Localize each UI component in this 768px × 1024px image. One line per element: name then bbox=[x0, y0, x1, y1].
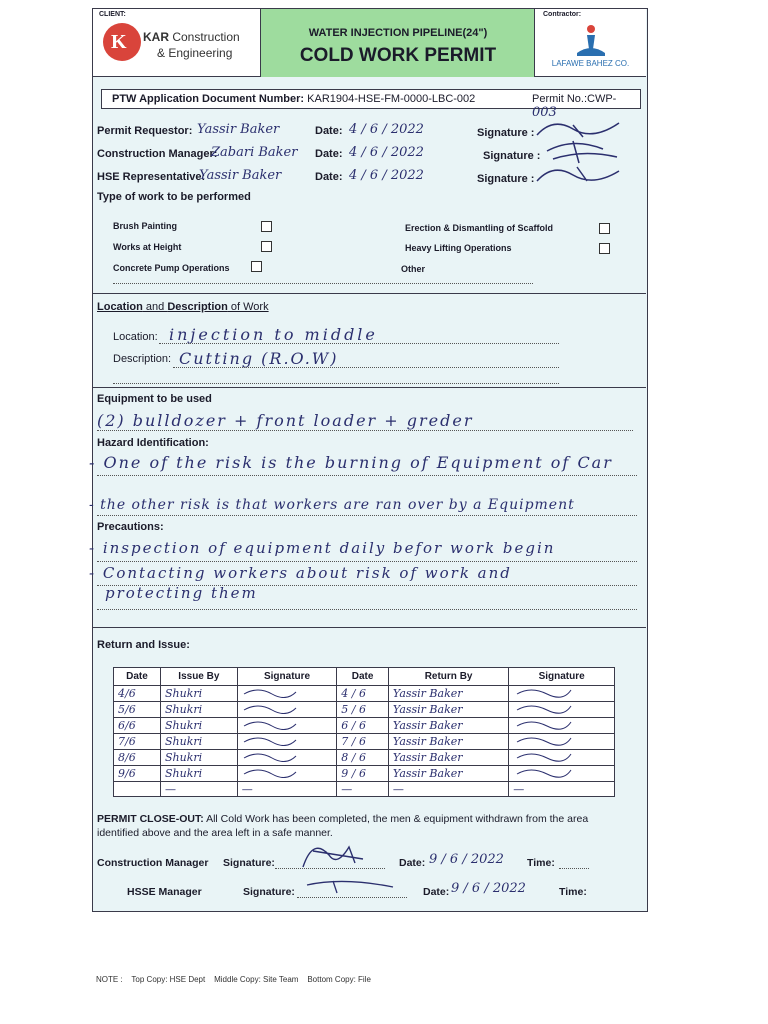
hazard-line-1: - One of the risk is the burning of Equipment of Car bbox=[89, 453, 613, 472]
section-divider bbox=[93, 293, 646, 294]
cm-time-line bbox=[559, 868, 589, 869]
work-type-works-at-height: Works at Height bbox=[113, 242, 182, 252]
cell-signature bbox=[237, 766, 337, 782]
return-issue-heading: Return and Issue: bbox=[97, 639, 190, 651]
cell-date-return: 9 / 6 bbox=[337, 766, 389, 782]
contractor-logo-icon bbox=[573, 23, 609, 57]
permit-requestor-date-label: Date: bbox=[315, 125, 343, 137]
cell-date: 5/6 bbox=[114, 702, 161, 718]
client-logo-mark: K bbox=[111, 31, 127, 53]
hsse-signature bbox=[303, 875, 403, 897]
hse-representative-signature bbox=[533, 161, 623, 187]
cell-return-by: Yassir Baker bbox=[388, 750, 508, 766]
work-type-heading: Type of work to be performed bbox=[97, 191, 251, 203]
hse-representative-name: Yassir Baker bbox=[199, 168, 282, 183]
hsse-signature-line bbox=[297, 897, 407, 898]
cm-closeout-label: Construction Manager bbox=[97, 857, 209, 869]
hse-representative-signature-label: Signature : bbox=[477, 173, 535, 185]
cell-issue-by: Shukri bbox=[160, 718, 237, 734]
hsse-closeout-label: HSSE Manager bbox=[127, 886, 202, 898]
cold-work-permit-form bbox=[89, 8, 648, 912]
contractor-name: LAFAWE BAHEZ CO. bbox=[551, 59, 630, 68]
dotted-line bbox=[113, 383, 559, 384]
permit-requestor-name: Yassir Baker bbox=[197, 122, 280, 137]
table-row bbox=[114, 718, 615, 734]
signature-scribble-icon bbox=[242, 718, 298, 730]
col-date-return: Date bbox=[337, 668, 389, 686]
permit-requestor-signature-label: Signature : bbox=[477, 127, 535, 139]
form-header bbox=[93, 9, 646, 77]
signature-scribble-icon bbox=[242, 702, 298, 714]
cell-date-return: 4 / 6 bbox=[337, 686, 389, 702]
work-type-concrete-pump: Concrete Pump Operations bbox=[113, 263, 230, 273]
cm-signature bbox=[293, 837, 373, 871]
cell-return-by: — bbox=[388, 782, 508, 797]
precautions-line-1: - inspection of equipment daily befor work begin bbox=[89, 539, 556, 557]
cell-date: 7/6 bbox=[114, 734, 161, 750]
cell-date-return: 7 / 6 bbox=[337, 734, 389, 750]
closeout-text-1: All Cold Work has been completed, the men & equipment withdrawn from the area bbox=[203, 813, 589, 825]
table-row bbox=[114, 750, 615, 766]
equipment-heading: Equipment to be used bbox=[97, 393, 212, 405]
cell-signature bbox=[237, 734, 337, 750]
dotted-line bbox=[97, 475, 637, 476]
description-value: Cutting (R.O.W) bbox=[179, 349, 339, 368]
section-divider bbox=[93, 387, 646, 388]
cell-date: 6/6 bbox=[114, 718, 161, 734]
cell-return-by: Yassir Baker bbox=[388, 702, 508, 718]
cell-signature bbox=[237, 686, 337, 702]
cell-issue-by: Shukri bbox=[160, 766, 237, 782]
heavy-lifting-checkbox[interactable] bbox=[599, 243, 610, 254]
closeout-text-2: identified above and the area left in a safe manner. bbox=[97, 827, 333, 839]
equipment-value: (2) bulldozer + front loader + greder bbox=[97, 411, 474, 430]
copy-distribution-note: NOTE : Top Copy: HSE Dept Middle Copy: Site Team Bottom Copy: File bbox=[96, 975, 371, 984]
cell-return-by: Yassir Baker bbox=[388, 718, 508, 734]
cell-signature bbox=[237, 750, 337, 766]
client-name-kar: KAR bbox=[143, 30, 169, 44]
location-heading-b: Description bbox=[167, 301, 228, 313]
signature-scribble-icon bbox=[242, 766, 298, 778]
construction-manager-date: 4 / 6 / 2022 bbox=[349, 145, 424, 160]
cell-return-by: Yassir Baker bbox=[388, 734, 508, 750]
cell-signature bbox=[237, 702, 337, 718]
construction-manager-signature-label: Signature : bbox=[483, 150, 541, 162]
closeout-heading: PERMIT CLOSE-OUT: bbox=[97, 813, 204, 825]
construction-manager-label: Construction Manager: bbox=[97, 148, 218, 160]
cell-issue-by: Shukri bbox=[160, 750, 237, 766]
section-divider bbox=[93, 627, 646, 628]
brush-painting-checkbox[interactable] bbox=[261, 221, 272, 232]
hse-representative-date-label: Date: bbox=[315, 171, 343, 183]
cell-signature-return bbox=[509, 686, 615, 702]
precautions-line-3: protecting them bbox=[105, 584, 258, 602]
cm-time-label: Time: bbox=[527, 857, 555, 869]
signature-scribble-icon bbox=[242, 686, 298, 698]
cell-issue-by: Shukri bbox=[160, 686, 237, 702]
concrete-pump-checkbox[interactable] bbox=[251, 261, 262, 272]
client-name bbox=[143, 29, 240, 61]
col-issue-by: Issue By bbox=[160, 668, 237, 686]
location-heading bbox=[97, 301, 269, 313]
precautions-line-2: - Contacting workers about risk of work and bbox=[89, 564, 512, 582]
table-row bbox=[114, 766, 615, 782]
cell-date-return: 6 / 6 bbox=[337, 718, 389, 734]
form-subtitle: WATER INJECTION PIPELINE(24") bbox=[308, 27, 488, 39]
signature-scribble-icon bbox=[513, 686, 573, 698]
scaffold-checkbox[interactable] bbox=[599, 223, 610, 234]
permit-number-value: 003 bbox=[532, 105, 557, 120]
cell-date: 4/6 bbox=[114, 686, 161, 702]
signature-scribble-icon bbox=[513, 702, 573, 714]
cm-date-label: Date: bbox=[399, 857, 426, 869]
cell-date: 9/6 bbox=[114, 766, 161, 782]
col-return-by: Return By bbox=[388, 668, 508, 686]
work-type-brush-painting: Brush Painting bbox=[113, 221, 178, 231]
closeout-text bbox=[97, 812, 643, 840]
cm-signature-label: Signature: bbox=[223, 857, 275, 869]
cell-date bbox=[114, 782, 161, 797]
location-heading-a: Location bbox=[97, 301, 143, 313]
client-box bbox=[93, 9, 261, 77]
table-row bbox=[114, 734, 615, 750]
contractor-label: Contractor: bbox=[543, 11, 582, 18]
form-title: COLD WORK PERMIT bbox=[299, 45, 497, 66]
cell-signature-return bbox=[509, 734, 615, 750]
cell-signature bbox=[237, 718, 337, 734]
location-heading-c: of Work bbox=[227, 301, 269, 313]
location-dotted-line bbox=[159, 343, 559, 344]
cell-signature-return bbox=[509, 766, 615, 782]
cell-date-return: 5 / 6 bbox=[337, 702, 389, 718]
permit-number-label: Permit No.:CWP- bbox=[532, 93, 617, 105]
dotted-line bbox=[113, 283, 533, 284]
cell-return-by: Yassir Baker bbox=[388, 686, 508, 702]
cell-date-return: — bbox=[337, 782, 389, 797]
table-header-row bbox=[114, 668, 615, 686]
description-dotted-line bbox=[173, 367, 559, 368]
location-heading-and: and bbox=[142, 301, 168, 313]
cell-issue-by: — bbox=[160, 782, 237, 797]
cell-signature-return bbox=[509, 718, 615, 734]
hse-representative-label: HSE Representative: bbox=[97, 171, 206, 183]
cell-signature: — bbox=[237, 782, 337, 797]
hazard-line-2: - the other risk is that workers are ran over by a Equipment bbox=[89, 497, 575, 513]
signature-scribble-icon bbox=[513, 718, 573, 730]
table-row bbox=[114, 702, 615, 718]
cell-return-by: Yassir Baker bbox=[388, 766, 508, 782]
hsse-date-label: Date: bbox=[423, 886, 450, 898]
client-name-engineering: & Engineering bbox=[157, 46, 233, 60]
construction-manager-name: Zabari Baker bbox=[211, 145, 298, 160]
ptw-document-number bbox=[112, 93, 475, 105]
hsse-time-label: Time: bbox=[559, 886, 587, 898]
table-row bbox=[114, 686, 615, 702]
cell-issue-by: Shukri bbox=[160, 734, 237, 750]
work-type-scaffold: Erection & Dismantling of Scaffold bbox=[405, 223, 554, 233]
signature-scribble-icon bbox=[513, 750, 573, 762]
dotted-line bbox=[97, 561, 637, 562]
cell-signature-return: — bbox=[509, 782, 615, 797]
hse-representative-date: 4 / 6 / 2022 bbox=[349, 168, 424, 183]
col-date: Date bbox=[114, 668, 161, 686]
signature-scribble-icon bbox=[242, 750, 298, 762]
title-box bbox=[261, 9, 535, 77]
col-signature: Signature bbox=[237, 668, 337, 686]
dotted-line bbox=[97, 430, 633, 431]
col-signature-return: Signature bbox=[509, 668, 615, 686]
ptw-document-label: PTW Application Document Number: bbox=[112, 93, 305, 105]
return-issue-table bbox=[113, 667, 615, 797]
cell-date: 8/6 bbox=[114, 750, 161, 766]
signature-scribble-icon bbox=[242, 734, 298, 746]
contractor-box bbox=[535, 9, 646, 77]
hazard-heading: Hazard Identification: bbox=[97, 437, 209, 449]
cell-signature-return bbox=[509, 750, 615, 766]
signature-scribble-icon bbox=[513, 734, 573, 746]
client-name-construction: Construction bbox=[169, 30, 240, 44]
construction-manager-date-label: Date: bbox=[315, 148, 343, 160]
client-label: CLIENT: bbox=[99, 11, 126, 18]
table-row bbox=[114, 782, 615, 797]
cell-issue-by: Shukri bbox=[160, 702, 237, 718]
description-label: Description: bbox=[113, 353, 172, 365]
ptw-document-row bbox=[101, 89, 641, 120]
permit-requestor-label: Permit Requestor: bbox=[97, 125, 193, 137]
dotted-line bbox=[97, 609, 637, 610]
permit-requestor-date: 4 / 6 / 2022 bbox=[349, 122, 424, 137]
dotted-line bbox=[97, 515, 637, 516]
cell-signature-return bbox=[509, 702, 615, 718]
work-type-heavy-lifting: Heavy Lifting Operations bbox=[405, 243, 512, 253]
location-value: injection to middle bbox=[169, 325, 378, 344]
works-at-height-checkbox[interactable] bbox=[261, 241, 272, 252]
ptw-document-value: KAR1904-HSE-FM-0000-LBC-002 bbox=[307, 93, 476, 105]
hsse-date-value: 9 / 6 / 2022 bbox=[451, 881, 526, 896]
cm-date-value: 9 / 6 / 2022 bbox=[429, 852, 504, 867]
signature-scribble-icon bbox=[513, 766, 573, 778]
precautions-heading: Precautions: bbox=[97, 521, 164, 533]
work-type-other: Other bbox=[401, 264, 426, 274]
location-label: Location: bbox=[113, 331, 158, 343]
hsse-signature-label: Signature: bbox=[243, 886, 295, 898]
cell-date-return: 8 / 6 bbox=[337, 750, 389, 766]
